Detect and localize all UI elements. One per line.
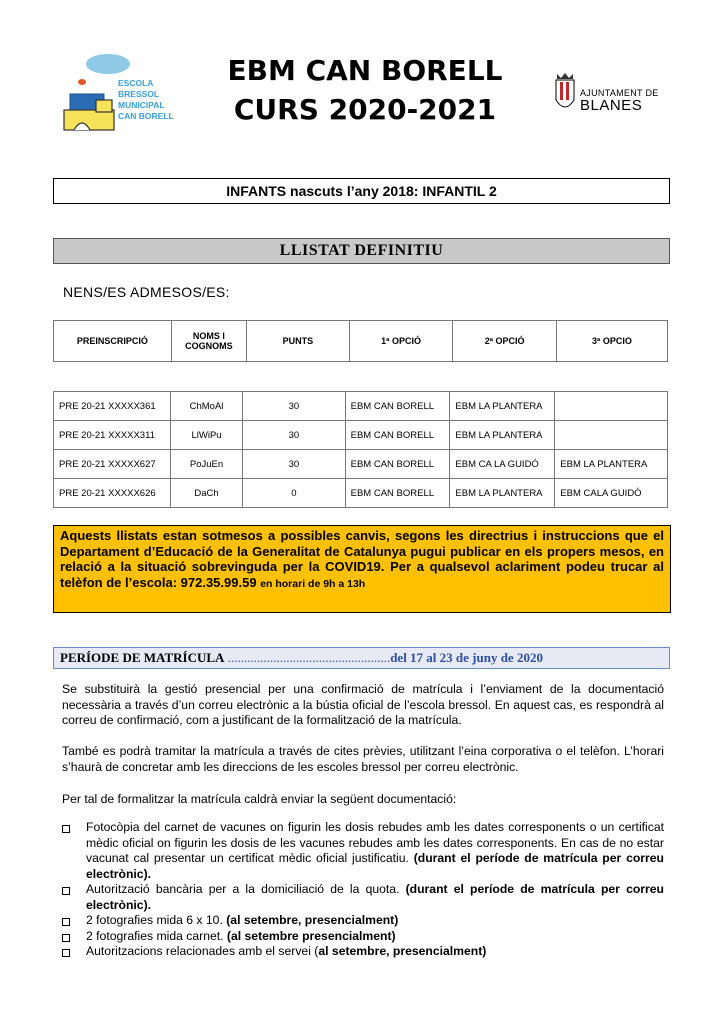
checkbox-bullet-icon bbox=[62, 949, 70, 957]
notice-box bbox=[53, 525, 671, 613]
cell-opcio3 bbox=[555, 392, 668, 421]
table-row bbox=[54, 450, 668, 479]
col-header-punts: PUNTS bbox=[246, 321, 349, 362]
col-header-noms: NOMS I COGNOMS bbox=[171, 321, 246, 362]
checkbox-bullet-icon bbox=[62, 887, 70, 895]
checkbox-bullet-icon bbox=[62, 918, 70, 926]
council-logo-line1: AJUNTAMENT DE bbox=[580, 88, 659, 98]
admitted-table bbox=[53, 391, 668, 508]
cell-noms: ChMoAl bbox=[170, 392, 242, 421]
paragraph-1: Se substituirà la gestió presencial per una confirmació de matrícula i l’enviament de la documentació necessària a través d’un correu electrònic a la bústia oficial de l’escola bressol. En aquest cas, es respondrà al correu de confirmació, com a justificant de la formalització de la matrícula. bbox=[62, 682, 664, 727]
cell-opcio3 bbox=[555, 421, 668, 450]
cell-punts: 30 bbox=[243, 450, 345, 479]
cell-opcio3: EBM CALA GUIDÓ bbox=[555, 479, 668, 508]
cell-punts: 30 bbox=[243, 392, 345, 421]
documents-list bbox=[62, 820, 664, 960]
cell-noms: PoJuEn bbox=[170, 450, 242, 479]
checkbox-bullet-icon bbox=[62, 934, 70, 942]
cell-noms: DaCh bbox=[170, 479, 242, 508]
doc-bold: al setembre, presencialment) bbox=[318, 944, 487, 958]
page-title-line2: CURS 2020-2021 bbox=[233, 93, 497, 126]
doc-bold: (al setembre presencialment) bbox=[226, 928, 396, 943]
paragraph-2: També es podrà tramitar la matrícula a través de cites prèvies, utilitzant l’eina corporativa o el telèfon. L’horari s’haurà de concretar amb les direccions de les escoles bressol per correu electrònic. bbox=[62, 744, 664, 774]
checkbox-bullet-icon bbox=[62, 825, 70, 833]
period-dates: del 17 al 23 de juny de 2020 bbox=[390, 650, 543, 665]
col-header-preinscripcio: PREINSCRIPCIÓ bbox=[54, 321, 172, 362]
doc-text: 2 fotografies mida 6 x 10. bbox=[86, 913, 227, 927]
table-row bbox=[54, 479, 668, 508]
cell-opcio2: EBM CA LA GUIDÓ bbox=[450, 450, 555, 479]
list-item bbox=[62, 882, 664, 913]
list-title: LLISTAT DEFINITIU bbox=[53, 238, 670, 264]
table-row bbox=[54, 392, 668, 421]
col-header-opcio3: 3ª OPCIO bbox=[556, 321, 667, 362]
cell-punts: 30 bbox=[243, 421, 345, 450]
doc-text: 2 fotografies mida carnet. bbox=[86, 928, 227, 943]
doc-bold: (al setembre, presencialment) bbox=[226, 913, 399, 927]
list-item bbox=[62, 913, 664, 929]
doc-text: Autoritzacions relacionades amb el servei ( bbox=[86, 944, 319, 958]
page-title-line1: EBM CAN BORELL bbox=[227, 54, 503, 87]
cell-opcio1: EBM CAN BORELL bbox=[345, 421, 450, 450]
notice-text: Aquests llistats estan sotmesos a possibles canvis, segons les directrius i instruccions que el Departament d’Educació de la Generalitat de Catalunya pugui publicar en els propers mesos, en relació a la situació sobrevinguda per la COVID19. Per a qualsevol aclariment podeu trucar al telèfon de l’escola: 972.35.99.59 bbox=[60, 528, 664, 590]
infants-box: INFANTS nascuts l’any 2018: INFANTIL 2 bbox=[53, 178, 670, 204]
cell-preinscripcio: PRE 20-21 XXXXX361 bbox=[54, 392, 171, 421]
table-row bbox=[54, 421, 668, 450]
cell-punts: 0 bbox=[243, 479, 345, 508]
list-item bbox=[62, 820, 664, 882]
cell-opcio1: EBM CAN BORELL bbox=[345, 392, 450, 421]
doc-text: Fotocòpia del carnet de vacunes on figurin les dosis rebudes amb les dates corresponents o un certificat mèdic oficial on figurin les dosis de les vacunes rebudes amb les dates corresponents. En cas de no estar vacunat cal presentar un certificat mèdic oficial justificatiu. bbox=[86, 820, 664, 865]
cell-opcio2: EBM LA PLANTERA bbox=[450, 421, 555, 450]
cell-opcio1: EBM CAN BORELL bbox=[345, 450, 450, 479]
cell-opcio3: EBM LA PLANTERA bbox=[555, 450, 668, 479]
doc-bold: (durant el període de matrícula per correu electrònic). bbox=[86, 851, 665, 881]
period-dots: .................................................. bbox=[224, 650, 391, 665]
table-header-row bbox=[54, 321, 668, 362]
enrollment-period-bar bbox=[53, 647, 670, 669]
cell-opcio2: EBM LA PLANTERA bbox=[450, 479, 555, 508]
cell-noms: LlWiPu bbox=[170, 421, 242, 450]
council-logo-line2: BLANES bbox=[580, 97, 643, 114]
paragraph-3: Per tal de formalitzar la matrícula caldrà enviar la següent documentació: bbox=[62, 792, 457, 806]
cell-preinscripcio: PRE 20-21 XXXXX627 bbox=[54, 450, 171, 479]
doc-bold: (durant el període de matrícula per correu electrònic). bbox=[86, 882, 664, 912]
list-item bbox=[62, 944, 664, 960]
col-header-opcio2: 2ª OPCIÓ bbox=[453, 321, 557, 362]
period-label: PERÍODE DE MATRÍCULA bbox=[60, 650, 225, 665]
cell-opcio2: EBM LA PLANTERA bbox=[450, 392, 555, 421]
cell-opcio1: EBM CAN BORELL bbox=[345, 479, 450, 508]
list-item bbox=[62, 929, 664, 945]
section-label: NENS/ES ADMESOS/ES: bbox=[63, 284, 230, 300]
notice-hours: en horari de 9h a 13h bbox=[260, 577, 366, 590]
doc-text: Autorització bancària per a la domiciliació de la quota. bbox=[86, 882, 406, 896]
header-table bbox=[53, 320, 668, 362]
cell-preinscripcio: PRE 20-21 XXXXX311 bbox=[54, 421, 171, 450]
cell-preinscripcio: PRE 20-21 XXXXX626 bbox=[54, 479, 171, 508]
school-logo-text: ESCOLA BRESSOL MUNICIPAL CAN BORELL bbox=[118, 78, 174, 121]
col-header-opcio1: 1ª OPCIÓ bbox=[349, 321, 453, 362]
